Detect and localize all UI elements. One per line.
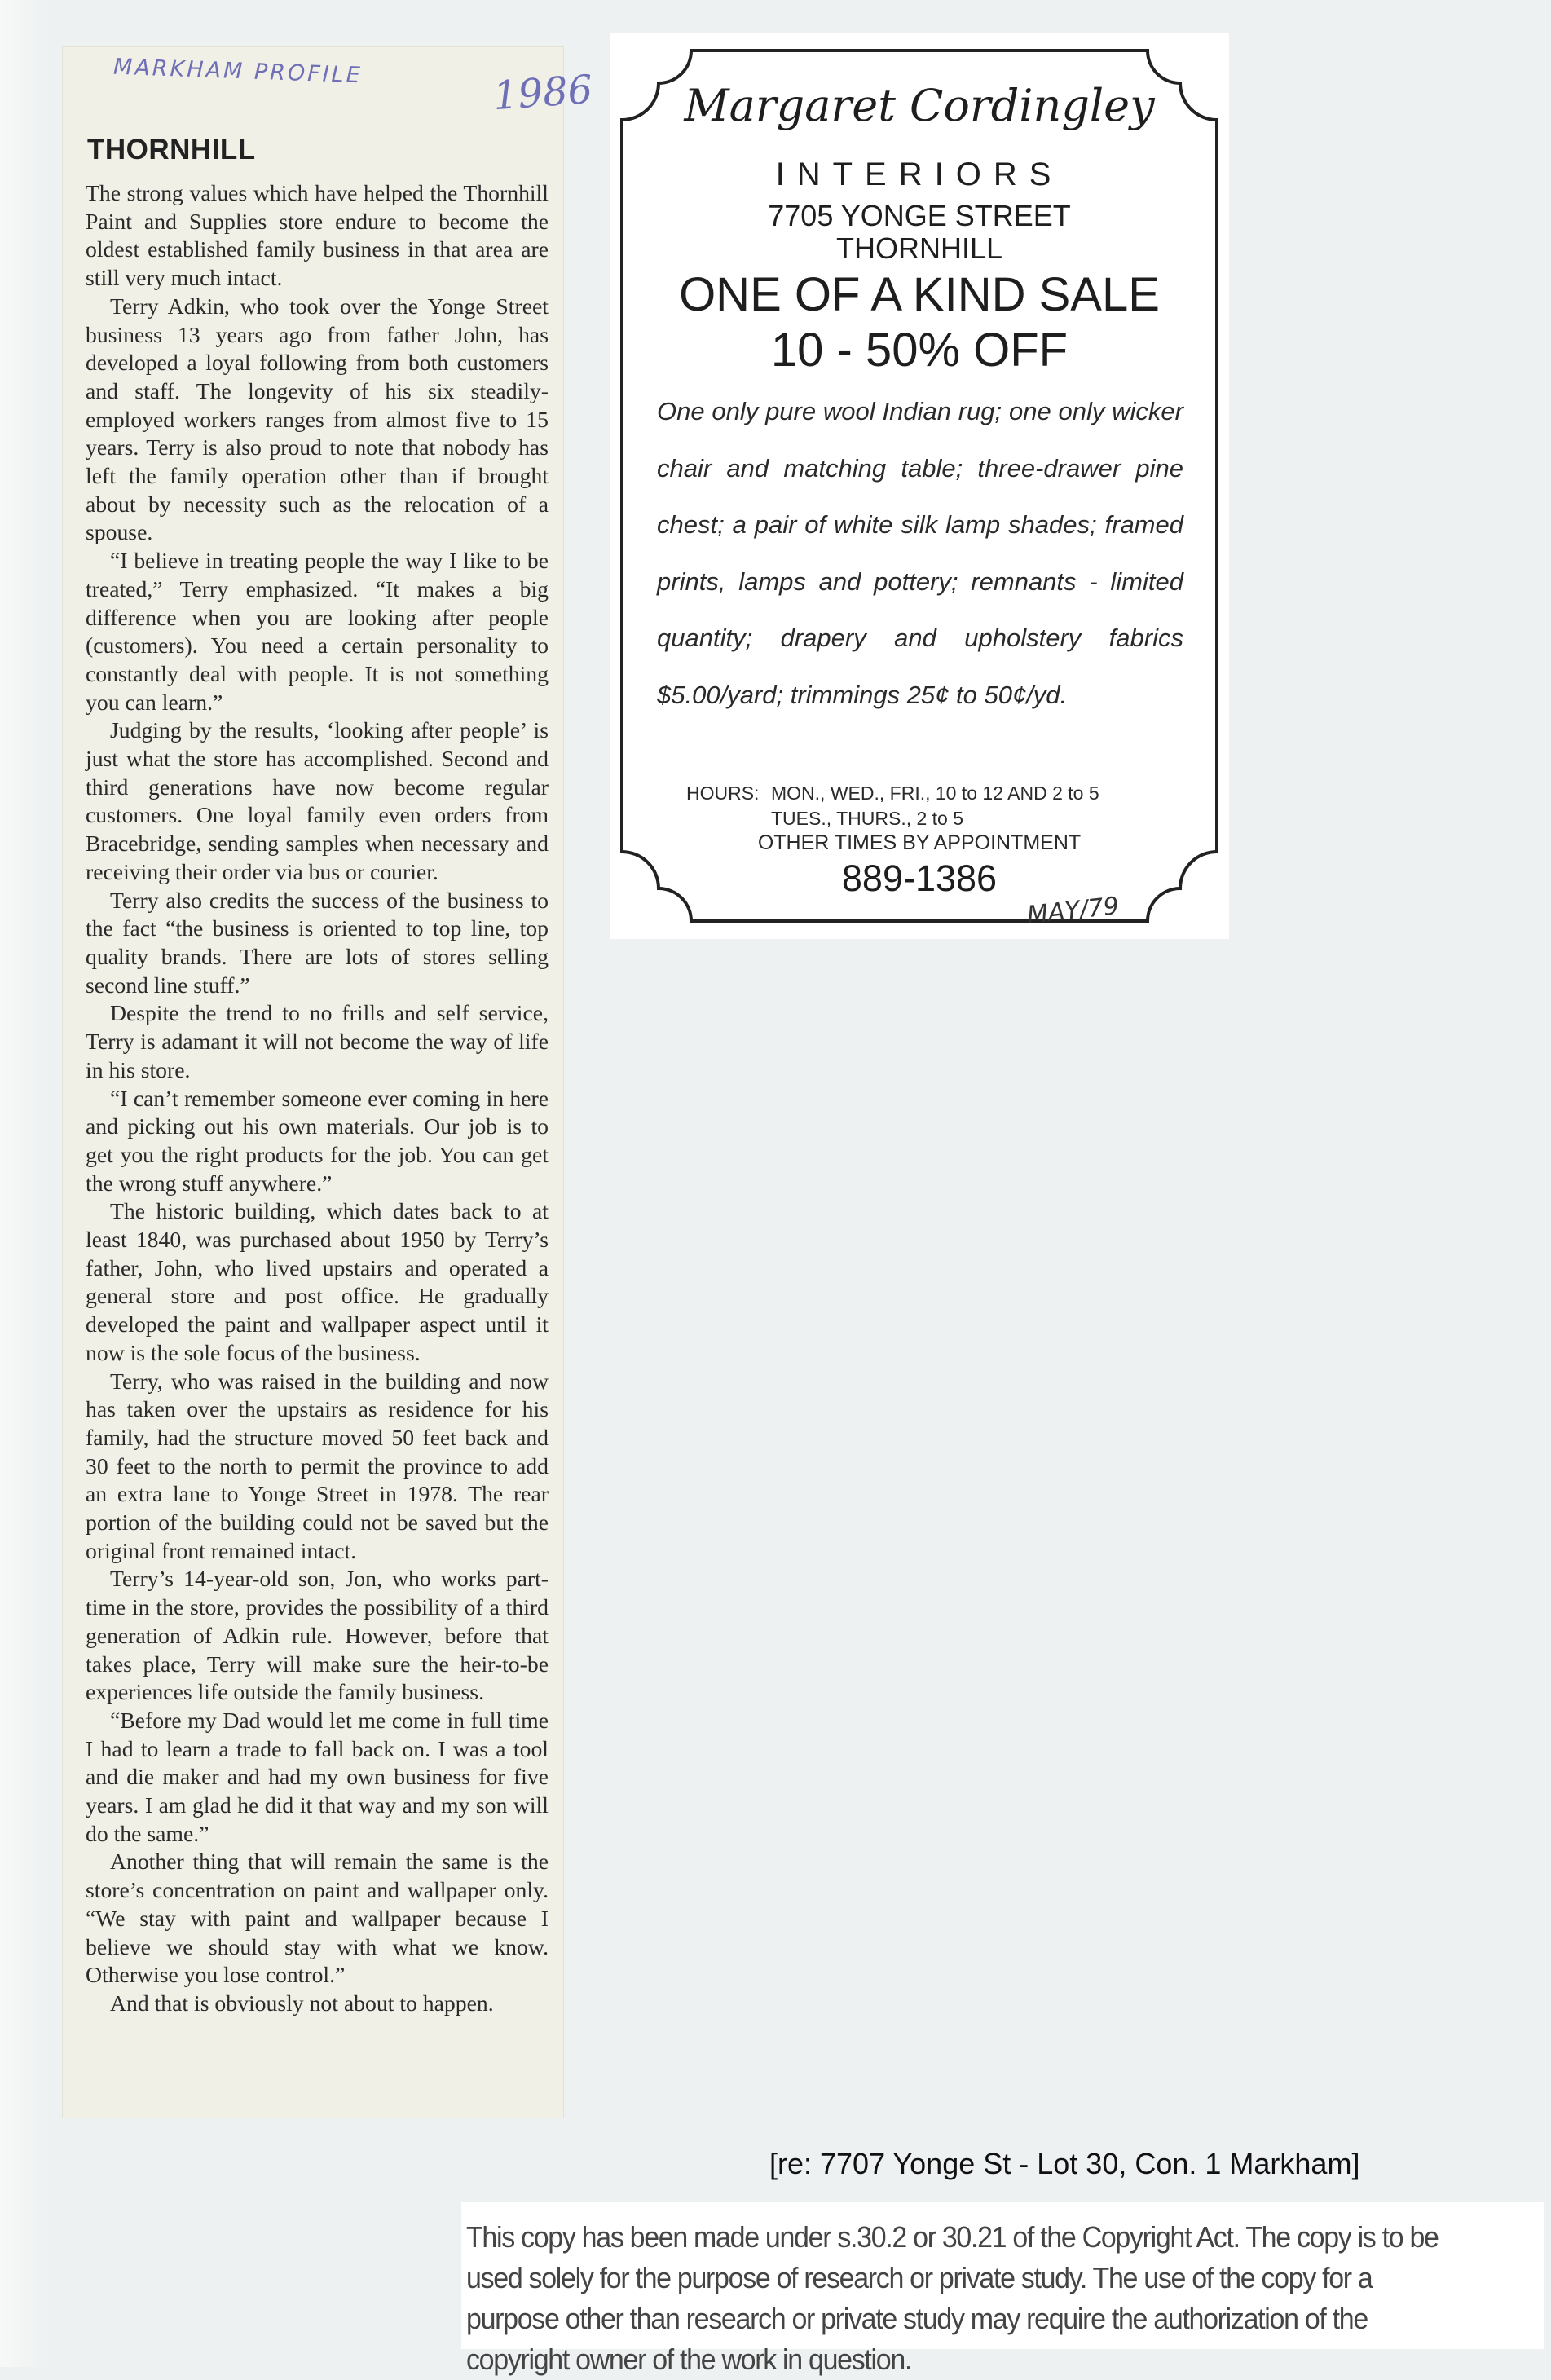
article-paragraph: Terry Adkin, who took over the Yonge Street business 13 years ago from father John, has developed a loyal following from both customers and staff. The longevity of his six steadily-employed workers ranges from almost five to 15 years. Terry is also proud to note that nobody has left the family operation other than if brought about by necessity such as the relocation of a spouse. <box>86 293 549 545</box>
ad-hours-label: HOURS: <box>686 782 760 804</box>
article-paragraph: Terry, who was raised in the building and now has taken over the upstairs as residence for his family, had the structure moved 50 feet back and 30 feet to the north to permit the province to add an extra lane to Yonge Street in 1978. The rear portion of the building could not be saved but the original front remained intact. <box>86 1368 549 1563</box>
article-paragraph: “I can’t remember someone ever coming in here and picking out his own materials. Our job is to get you the right products for the job. You can get the wrong stuff anywhere.” <box>86 1085 549 1196</box>
article-paragraph: Judging by the results, ‘looking after people’ is just what the store has accomplished. Second and third generations have now become regular customers. One loyal family even orders from Bracebridge, sending samples when necessary and receiving their order via bus or courier. <box>86 717 549 884</box>
article-paragraph: The strong values which have helped the Thornhill Paint and Supplies store endure to become the oldest established family business in that area are still very much intact. <box>86 180 549 291</box>
scan-edge <box>0 0 49 2367</box>
copyright-text: This copy has been made under s.30.2 or 30.21 of the Copyright Act. The copy is to be used solely for the purpose of research or private study. The use of the copy for a purpose other than research or private study may require the authorization of the copyright owner of the work in question. <box>466 2220 1439 2376</box>
ad-hours-line: MON., WED., FRI., 10 to 12 AND 2 to 5 <box>771 782 1099 804</box>
article-paragraph: “Before my Dad would let me come in full time I had to learn a trade to fall back on. I was a tool and die maker and had my own business for five years. I am glad he did it that way and my son will do the same.” <box>86 1707 549 1846</box>
ad-item-list: One only pure wool Indian rug; one only wicker chair and matching table; three-drawer pine chest; a pair of white silk lamp shades; framed prints, lamps and pottery; remnants - limited quantity; drapery and upholstery fabrics $5.00/yard; trimmings 25¢ to 50¢/yd. <box>657 397 1183 709</box>
ad-sale-headline: ONE OF A KIND SALE <box>679 268 1160 321</box>
ad-city: THORNHILL <box>835 231 1003 265</box>
ad-business-name: Margaret Cordingley <box>684 80 1155 131</box>
ad-street-address: 7705 YONGE STREET <box>768 199 1071 232</box>
ad-other-times: OTHER TIMES BY APPOINTMENT <box>757 831 1082 854</box>
newspaper-clipping <box>63 47 594 2118</box>
article-paragraph: Another thing that will remain the same is the store’s concentration on paint and wallpaper only. “We stay with paint and wallpaper because I believe we should stay with what we know. Otherwise you lose control.” <box>86 1849 549 1988</box>
copyright-notice <box>461 2202 1544 2376</box>
advertisement-clipping <box>610 33 1229 939</box>
article-paragraph: Terry’s 14-year-old son, Jon, who works part-time in the store, provides the possibility of a third generation of Adkin rule. However, before that takes place, Terry will make sure the heir-to-be experiences life outside the family business. <box>86 1566 549 1705</box>
article-paragraph: Terry also credits the success of the business to the fact “the business is oriented to top line, top quality brands. There are lots of stores selling second line stuff.” <box>86 887 549 998</box>
ad-hours-line: TUES., THURS., 2 to 5 <box>771 808 964 829</box>
article-paragraph: Despite the trend to no frills and self service, Terry is adamant it will not become the way of life in his store. <box>86 1000 549 1082</box>
ad-business-type: INTERIORS <box>775 156 1064 192</box>
article-paragraph: The historic building, which dates back to at least 1840, was purchased about 1950 by Terry’s father, John, who lived upstairs and operated a general store and post office. He gradually developed the paint and wallpaper aspect until it now is the sole focus of the business. <box>86 1198 549 1365</box>
handwritten-ad-date: MAY/79 <box>1025 892 1121 930</box>
handwritten-year: 1986 <box>491 66 594 120</box>
article-body <box>86 179 549 2018</box>
article-headline: THORNHILL <box>87 134 256 165</box>
ad-discount: 10 - 50% OFF <box>770 324 1069 377</box>
ad-hours <box>686 781 1099 831</box>
handwritten-source-note: MARKHAM PROFILE <box>112 54 364 89</box>
article-paragraph: And that is obviously not about to happen. <box>110 1990 494 2016</box>
ad-phone-number: 889-1386 <box>841 857 998 899</box>
article-paragraph: “I believe in treating people the way I like to be treated,” Terry emphasized. “It makes a big difference when you are looking after people (customers). You need a certain personality to constantly deal with people. It is not something you can learn.” <box>86 548 549 715</box>
reference-note: [re: 7707 Yonge St - Lot 30, Con. 1 Markham] <box>769 2147 1360 2180</box>
